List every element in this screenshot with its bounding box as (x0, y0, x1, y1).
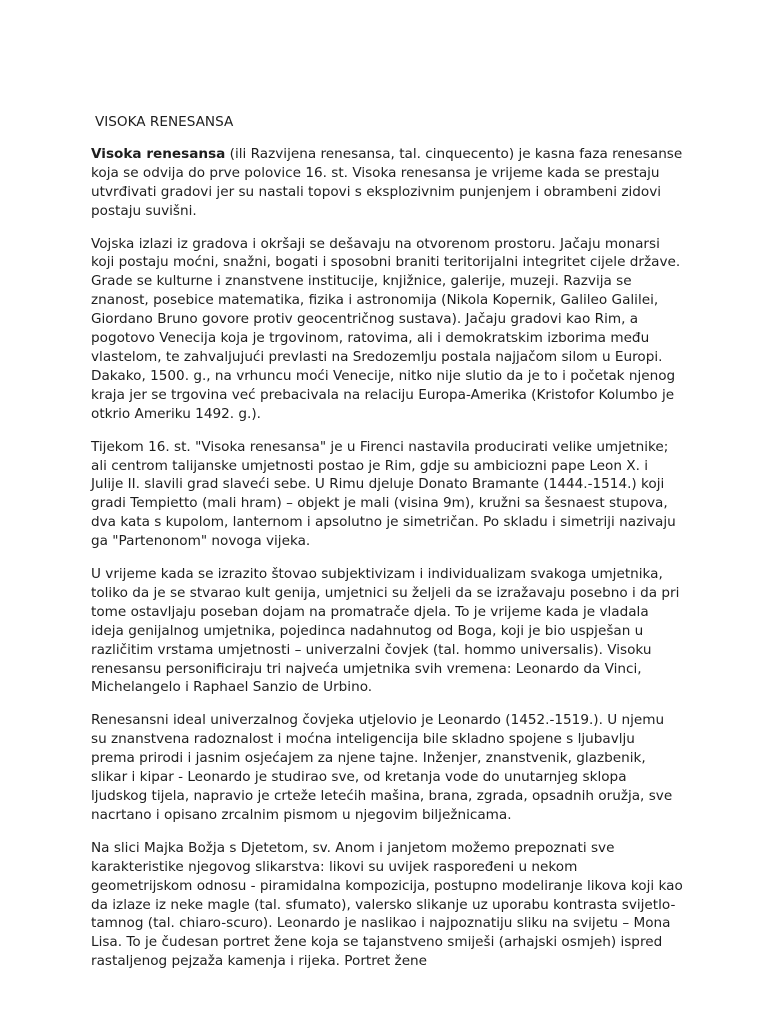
document-page (91, 113, 683, 985)
paragraph-rome-bramante: Tijekom 16. st. "Visoka renesansa" je u Firenci nastavila producirati velike umjetnike; ali centrom talijanske umjetnosti postao je Rim, gdje su ambiciozni pape Leon X. i Julije II. slavili grad slaveći sebe. U Rimu djeluje Donato Bramante (1444.-1514.) koji gradi Tempietto (mali hram) – objekt je mali (visina 9m), kružni sa šesnaest stupova, dva kata s kupolom, lanternom i apsolutno je simetričan. Po skladu i simetriji nazivaju ga "Partenonom" novoga vijeka. (91, 438, 676, 550)
document-title: VISOKA RENESANSA (95, 114, 234, 130)
paragraph-leonardo-painting: Na slici Majka Božja s Djetetom, sv. Anom i janjetom možemo prepoznati sve karakteristike njegovog slikarstva: likovi su uvijek raspoređeni u nekom geometrijskom odnosu - piramidalna kompozicija, postupno modeliranje likova koji kao da izlaze iz neke magle (tal. sfumato), valersko slikanje uz uporabu kontrasta svijetlo-tamnog (tal. chiaro-scuro). Leonardo je naslikao i najpoznatiju sliku na svijetu – Mona Lisa. To je čudesan portret žene koja se tajanstveno smiješi (arhajski osmjeh) ispred rastaljenog pejzaža kamenja i rijeka. Portret žene (91, 839, 683, 970)
intro-lead-term: Visoka renesansa (91, 145, 226, 162)
paragraph-army-and-cities: Vojska izlazi iz gradova i okršaji se dešavaju na otvorenom prostoru. Jačaju monarsi koji postaju moćni, snažni, bogati i sposobni braniti teritorijalni integritet cijele države. Grade se kulturne i znanstvene institucije, knjižnice, galerije, muzeji. Razvija se znanost, posebice matematika, fizika i astronomija (Nikola Kopernik, Galileo Galilei, Giordano Bruno govore protiv geocentričnog sustava). Jačaju gradovi kao Rim, a pogotovo Venecija koja je trgovinom, ratovima, ali i demokratskim izborima među vlastelom, te zahvaljujući prevlasti na Sredozemlju postala najjačom silom u Europi. Dakako, 1500. g., na vrhuncu moći Venecije, nitko nije slutio da je to i početak njenog kraja jer se trgovina već prebacivala na relaciju Europa-Amerika (Kristofor Kolumbo je otkrio Ameriku 1492. g.). (91, 235, 681, 422)
intro-text: (ili Razvijena renesansa, tal. cinquecento) je kasna faza renesanse koja se odvija do prve polovice 16. st. Visoka renesansa je vrijeme kada se prestaju utvrđivati gradovi jer su nastali topovi s eksplozivnim punjenjem i obrambeni zidovi postaju suvišni. (91, 145, 683, 219)
intro-paragraph (91, 145, 683, 221)
paragraph-leonardo: Renesansni ideal univerzalnog čovjeka utjelovio je Leonardo (1452.-1519.). U njemu su znanstvena radoznalost i moćna inteligencija bile skladno spojene s ljubavlju prema prirodi i jasnim osjećajem za njene tajne. Inženjer, znanstvenik, glazbenik, slikar i kipar - Leonardo je studirao sve, od kretanja vode do unutarnjeg sklopa ljudskog tijela, napravio je crteže letećih mašina, brana, zgrada, opsadnih oružja, sve nacrtano i opisano zrcalnim pismom u njegovim bilježnicama. (91, 712, 673, 823)
paragraph-universal-man: U vrijeme kada se izrazito štovao subjektivizam i individualizam svakoga umjetnika, toliko da je se stvarao kult genija, umjetnici su željeli da se izražavaju posebno i da pri tome ostavljaju poseban dojam na promatrače djela. To je vrijeme kada je vladala ideja genijalnog umjetnika, pojedinca nadahnutog od Boga, koji je bio uspješan u različitim vrstama umjetnosti – univerzalni čovjek (tal. hommo universalis). Visoku renesansu personificiraju tri najveća umjetnika svih vremena: Leonardo da Vinci, Michelangelo i Raphael Sanzio de Urbino. (91, 566, 680, 696)
